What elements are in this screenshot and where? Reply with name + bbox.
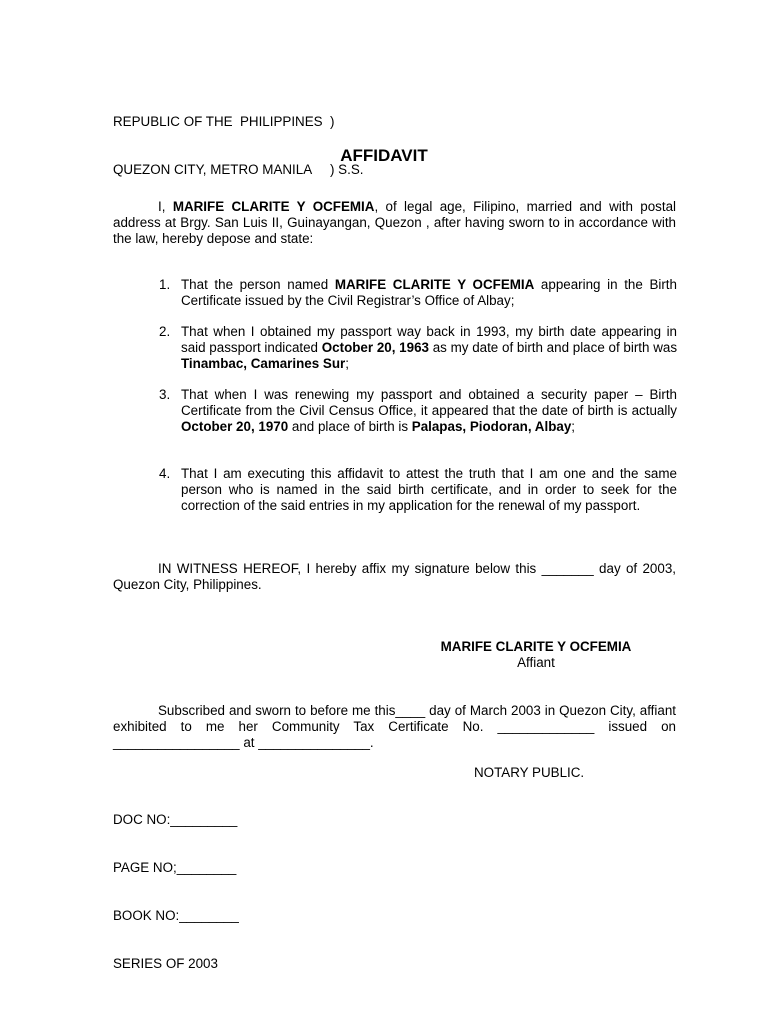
docket-info [113, 780, 239, 1004]
intro-paragraph [113, 199, 676, 247]
list-item-number: 4. [159, 466, 171, 481]
book-no-field: BOOK NO:________ [113, 908, 239, 923]
list-item-text: That I am executing this affidavit to attest the truth that I am one and the same person who is named in the said birth certificate, and in order to seek for the correction of the said entries in my application for the renewal of my passport. [181, 466, 677, 513]
item-text-d: ; [345, 356, 349, 371]
affiant-label: Affiant [517, 655, 555, 670]
list-item [159, 466, 677, 514]
list-item-number: 1. [159, 277, 171, 292]
item-bold-name: MARIFE CLARITE Y OCFEMIA [334, 277, 535, 292]
notary-public-label: NOTARY PUBLIC. [474, 765, 585, 780]
list-item-number: 3. [159, 387, 171, 402]
item-text-c: appearing in the Birth Certificate issued by the Civil Registrar’s Office of Albay; [181, 277, 677, 308]
item-bold-date: October 20, 1970 [181, 419, 289, 434]
item-bold-date: October 20, 1963 [321, 340, 429, 355]
affiant-name-intro: MARIFE CLARITE Y OCFEMIA [172, 199, 375, 214]
item-text-d: ; [571, 419, 575, 434]
witness-paragraph: IN WITNESS HEREOF, I hereby affix my signature below this _______ day of 2003, Quezon City, Philippines. [113, 561, 676, 592]
item-bold-place: Palapas, Piodoran, Albay [411, 419, 572, 434]
list-item-text [181, 324, 677, 372]
series-field: SERIES OF 2003 [113, 956, 218, 971]
intro-post: , of legal age, Filipino, married and with postal address at Brgy. San Luis II, Guinayangan, Quezon , after having sworn to in accordance with the law, hereby depose and state: [113, 199, 676, 246]
list-item-text [181, 277, 677, 309]
signature-block [429, 639, 643, 671]
doc-no-field: DOC NO:_________ [113, 812, 238, 827]
intro-pre: I, [158, 199, 173, 214]
item-text-a: That when I was renewing my passport and obtained a security paper – Birth Certificate from the Civil Census Office, it appeared that the date of birth is actually [181, 387, 677, 418]
list-item [159, 387, 677, 435]
item-text-a: That when I obtained my passport way back in 1993, my birth date appearing in said passport indicated [181, 324, 677, 355]
list-item [159, 277, 677, 309]
page-no-field: PAGE NO;________ [113, 860, 237, 875]
document-title: AFFIDAVIT [340, 146, 428, 165]
item-text-a: That the person named [181, 277, 335, 292]
list-item-number: 2. [159, 324, 171, 339]
item-text-c: and place of birth is [288, 419, 412, 434]
item-bold-place: Tinambac, Camarines Sur [181, 356, 346, 371]
venue-line-city: QUEZON CITY, METRO MANILA ) S.S. [113, 162, 364, 177]
venue-line-republic: REPUBLIC OF THE PHILIPPINES ) [113, 114, 335, 129]
affiant-signature-name: MARIFE CLARITE Y OCFEMIA [440, 639, 632, 654]
list-item [159, 324, 677, 372]
jurat-paragraph: Subscribed and sworn to before me this____ day of March 2003 in Quezon City, affiant exhibited to me her Community Tax Certificate No. _____________ issued on _________________ at _______________. [113, 703, 676, 750]
list-item-text [181, 387, 677, 435]
item-text-c: as my date of birth and place of birth was [428, 340, 678, 355]
